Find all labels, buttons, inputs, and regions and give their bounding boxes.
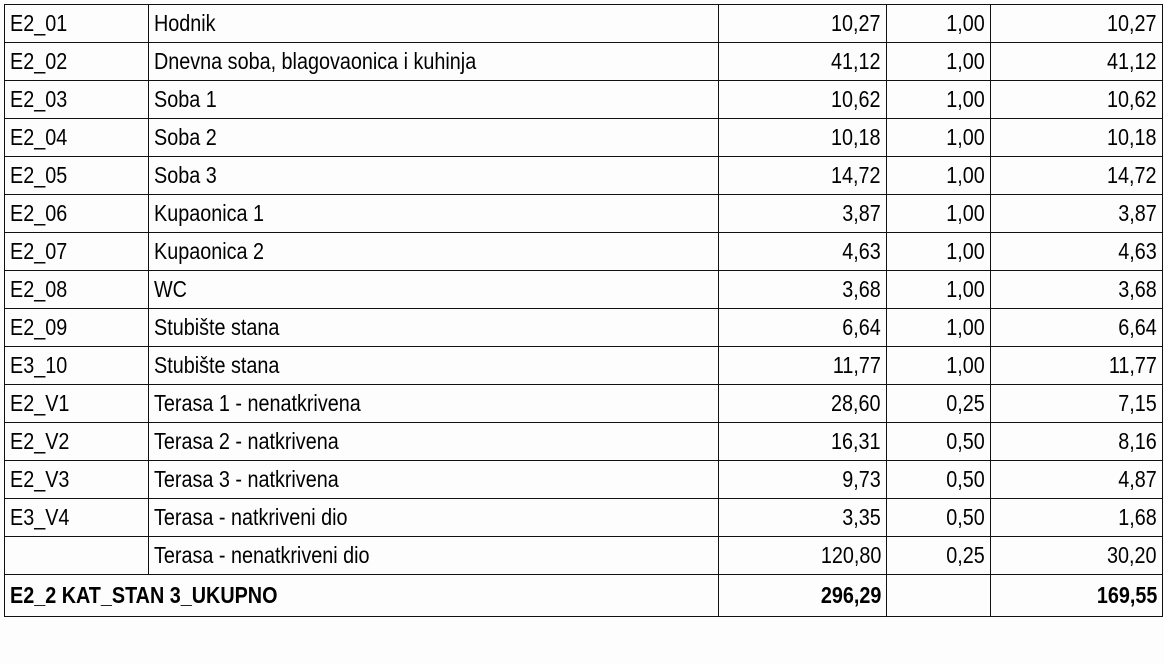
room-code: E2_07	[10, 238, 68, 264]
room-coefficient-cell	[887, 347, 991, 385]
room-area-cell	[719, 157, 887, 195]
room-name: Terasa 1 - nenatkrivena	[154, 390, 361, 416]
room-coefficient-cell	[887, 385, 991, 423]
room-name-cell	[149, 309, 719, 347]
table-row	[5, 385, 1163, 423]
room-area: 3,68	[842, 276, 881, 302]
table-row	[5, 537, 1163, 575]
room-code-cell	[5, 5, 149, 43]
room-area-cell	[719, 461, 887, 499]
room-coefficient-cell	[887, 309, 991, 347]
room-coefficient-cell	[887, 119, 991, 157]
room-code: E2_05	[10, 162, 68, 188]
room-area: 16,31	[831, 428, 881, 454]
room-code-cell	[5, 347, 149, 385]
room-coefficient-cell	[887, 423, 991, 461]
room-area: 6,64	[842, 314, 881, 340]
room-area: 120,80	[820, 542, 881, 568]
room-name-cell	[149, 385, 719, 423]
room-net-area: 14,72	[1107, 162, 1157, 188]
table-body	[5, 5, 1163, 575]
total-net: 169,55	[1096, 582, 1157, 608]
room-name: Kupaonica 1	[154, 200, 264, 226]
room-area-cell	[719, 309, 887, 347]
room-code: E2_04	[10, 124, 68, 150]
room-code: E2_03	[10, 86, 68, 112]
room-net-area: 3,68	[1118, 276, 1157, 302]
room-coefficient-cell	[887, 157, 991, 195]
room-net-area-cell	[991, 537, 1163, 575]
room-code-cell	[5, 309, 149, 347]
room-net-area-cell	[991, 195, 1163, 233]
room-code: E2_02	[10, 48, 68, 74]
room-name-cell	[149, 43, 719, 81]
room-area-table	[4, 4, 1163, 617]
room-coefficient: 0,50	[946, 504, 985, 530]
table-row	[5, 157, 1163, 195]
table-row	[5, 347, 1163, 385]
room-code-cell	[5, 233, 149, 271]
table-row	[5, 271, 1163, 309]
room-area-cell	[719, 233, 887, 271]
room-code: E2_09	[10, 314, 68, 340]
room-area-cell	[719, 43, 887, 81]
room-code-cell	[5, 81, 149, 119]
room-coefficient-cell	[887, 461, 991, 499]
room-name: Soba 1	[154, 86, 217, 112]
room-name: Soba 3	[154, 162, 217, 188]
room-name-cell	[149, 195, 719, 233]
room-code: E2_06	[10, 200, 68, 226]
room-area: 3,35	[842, 504, 881, 530]
room-name-cell	[149, 271, 719, 309]
room-net-area-cell	[991, 81, 1163, 119]
room-net-area-cell	[991, 423, 1163, 461]
room-coefficient: 0,50	[946, 428, 985, 454]
room-code: E2_08	[10, 276, 68, 302]
total-coef-cell	[887, 575, 991, 617]
room-code-cell	[5, 537, 149, 575]
room-net-area: 30,20	[1107, 542, 1157, 568]
room-area-cell	[719, 195, 887, 233]
room-net-area: 11,77	[1108, 352, 1157, 378]
room-coefficient: 0,25	[946, 390, 985, 416]
room-area-cell	[719, 385, 887, 423]
room-code: E2_V1	[10, 390, 70, 416]
room-name: Kupaonica 2	[154, 238, 264, 264]
room-code-cell	[5, 119, 149, 157]
room-name-cell	[149, 157, 719, 195]
table-row	[5, 233, 1163, 271]
room-net-area: 6,64	[1118, 314, 1157, 340]
room-area-cell	[719, 423, 887, 461]
room-coefficient-cell	[887, 499, 991, 537]
room-coefficient: 1,00	[946, 124, 985, 150]
total-area: 296,29	[820, 582, 881, 608]
room-code-cell	[5, 195, 149, 233]
room-net-area: 1,68	[1118, 504, 1157, 530]
room-area: 9,73	[842, 466, 881, 492]
room-coefficient: 1,00	[946, 276, 985, 302]
room-area: 14,72	[831, 162, 881, 188]
room-net-area-cell	[991, 43, 1163, 81]
room-coefficient-cell	[887, 81, 991, 119]
room-area-cell	[719, 537, 887, 575]
room-net-area: 4,87	[1118, 466, 1157, 492]
room-code-cell	[5, 499, 149, 537]
room-coefficient: 1,00	[946, 10, 985, 36]
table-row	[5, 423, 1163, 461]
room-code-cell	[5, 271, 149, 309]
room-name: Terasa - natkriveni dio	[154, 504, 348, 530]
room-name: Terasa 3 - natkrivena	[154, 466, 339, 492]
room-name: Soba 2	[154, 124, 217, 150]
room-net-area: 3,87	[1118, 200, 1157, 226]
room-name: WC	[154, 276, 187, 302]
room-name: Hodnik	[154, 10, 216, 36]
room-net-area-cell	[991, 309, 1163, 347]
room-name: Terasa 2 - natkrivena	[154, 428, 339, 454]
room-net-area-cell	[991, 499, 1163, 537]
room-coefficient: 0,25	[946, 542, 985, 568]
room-area: 28,60	[831, 390, 881, 416]
room-code-cell	[5, 157, 149, 195]
room-net-area-cell	[991, 157, 1163, 195]
room-coefficient-cell	[887, 537, 991, 575]
room-name: Terasa - nenatkriveni dio	[154, 542, 370, 568]
room-coefficient: 1,00	[946, 238, 985, 264]
room-net-area-cell	[991, 385, 1163, 423]
room-name: Stubište stana	[154, 352, 280, 378]
room-coefficient: 0,50	[946, 466, 985, 492]
room-area-cell	[719, 81, 887, 119]
room-area-cell	[719, 5, 887, 43]
room-code: E3_10	[10, 352, 68, 378]
room-net-area: 10,18	[1107, 124, 1157, 150]
room-net-area-cell	[991, 233, 1163, 271]
room-coefficient: 1,00	[946, 352, 985, 378]
room-name: Dnevna soba, blagovaonica i kuhinja	[154, 48, 477, 74]
table-row	[5, 195, 1163, 233]
room-area: 3,87	[842, 200, 881, 226]
room-net-area: 7,15	[1118, 390, 1157, 416]
total-area-cell	[719, 575, 887, 617]
room-net-area: 4,63	[1118, 238, 1157, 264]
room-area-cell	[719, 119, 887, 157]
room-area: 41,12	[831, 48, 881, 74]
room-coefficient: 1,00	[946, 162, 985, 188]
room-area: 10,62	[831, 86, 881, 112]
room-code-cell	[5, 461, 149, 499]
room-coefficient: 1,00	[946, 314, 985, 340]
room-area: 10,27	[831, 10, 881, 36]
room-area-cell	[719, 271, 887, 309]
room-name-cell	[149, 347, 719, 385]
room-code: E2_01	[10, 10, 68, 36]
table-row	[5, 499, 1163, 537]
total-label: E2_2 KAT_STAN 3_UKUPNO	[10, 582, 278, 608]
room-name-cell	[149, 119, 719, 157]
room-area-cell	[719, 347, 887, 385]
table-row	[5, 309, 1163, 347]
table-footer	[5, 575, 1163, 617]
total-net-cell	[991, 575, 1163, 617]
room-name-cell	[149, 499, 719, 537]
room-name-cell	[149, 423, 719, 461]
room-code-cell	[5, 385, 149, 423]
room-code: E3_V4	[10, 504, 70, 530]
room-net-area-cell	[991, 347, 1163, 385]
room-coefficient-cell	[887, 233, 991, 271]
room-name-cell	[149, 537, 719, 575]
room-area: 4,63	[842, 238, 881, 264]
room-name-cell	[149, 233, 719, 271]
total-row	[5, 575, 1163, 617]
room-net-area: 10,62	[1107, 86, 1157, 112]
room-coefficient: 1,00	[946, 86, 985, 112]
room-net-area-cell	[991, 5, 1163, 43]
table-row	[5, 43, 1163, 81]
room-coefficient-cell	[887, 5, 991, 43]
room-code-cell	[5, 43, 149, 81]
table-row	[5, 461, 1163, 499]
room-code-cell	[5, 423, 149, 461]
room-net-area-cell	[991, 271, 1163, 309]
room-coefficient: 1,00	[946, 48, 985, 74]
room-net-area-cell	[991, 119, 1163, 157]
room-net-area: 10,27	[1107, 10, 1157, 36]
room-net-area: 8,16	[1118, 428, 1157, 454]
room-coefficient-cell	[887, 195, 991, 233]
room-name-cell	[149, 461, 719, 499]
room-area: 10,18	[831, 124, 881, 150]
table-row	[5, 5, 1163, 43]
room-area-cell	[719, 499, 887, 537]
table-row	[5, 119, 1163, 157]
room-area: 11,77	[832, 352, 881, 378]
room-net-area-cell	[991, 461, 1163, 499]
room-coefficient-cell	[887, 43, 991, 81]
room-name-cell	[149, 5, 719, 43]
room-coefficient: 1,00	[946, 200, 985, 226]
room-code: E2_V3	[10, 466, 70, 492]
room-coefficient-cell	[887, 271, 991, 309]
room-code: E2_V2	[10, 428, 70, 454]
table-row	[5, 81, 1163, 119]
total-label-cell	[5, 575, 719, 617]
room-name: Stubište stana	[154, 314, 280, 340]
room-name-cell	[149, 81, 719, 119]
room-net-area: 41,12	[1107, 48, 1157, 74]
